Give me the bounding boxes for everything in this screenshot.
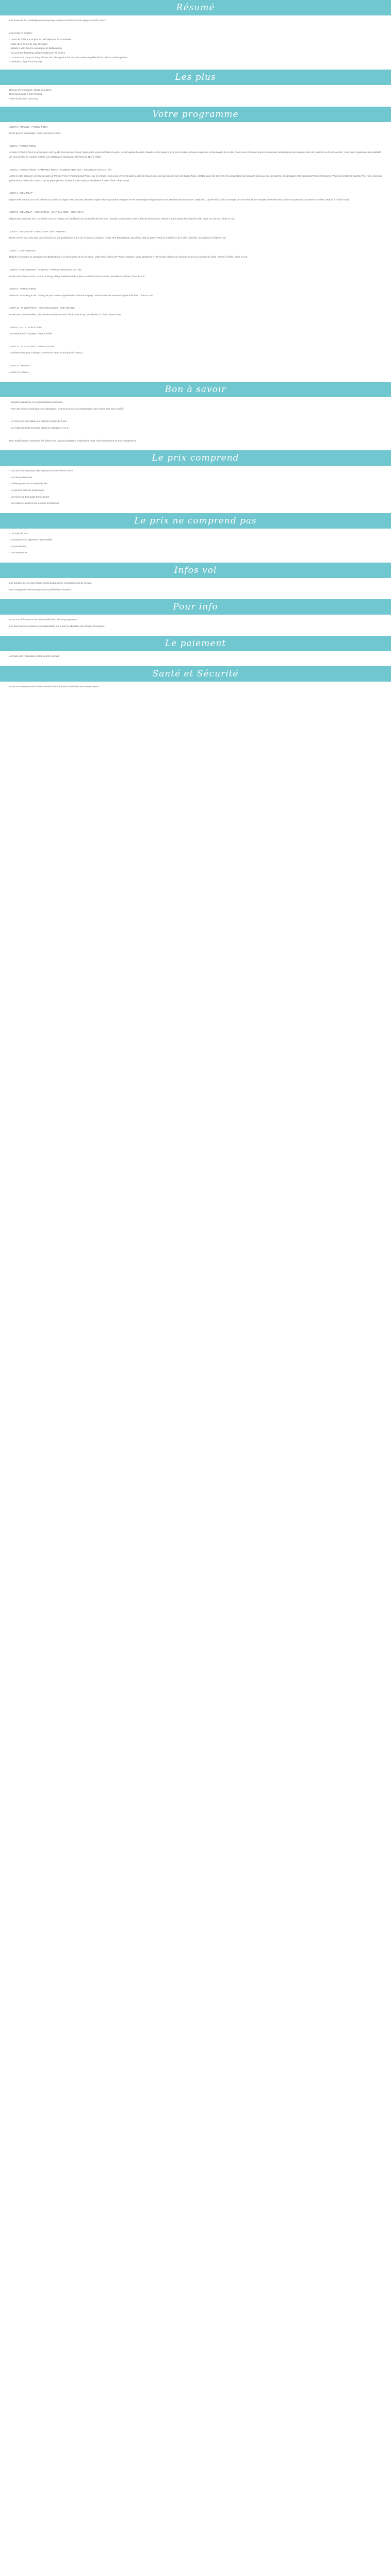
section-title: Infos vol	[174, 565, 217, 576]
paragraph: JOUR 7 : BATTAMBANG	[9, 249, 36, 252]
section-banner	[0, 563, 391, 578]
paragraph: - Les services d'un guide francophone	[9, 495, 50, 498]
spacer	[9, 162, 382, 168]
paragraph: Acompte à la réservation, solde avant le départ.	[9, 655, 60, 658]
paragraph: Les hauteurs de Cambridge en mini groupe et séjour lumineux sur les pages de Irish Franco	[9, 19, 106, 22]
spacer	[9, 262, 382, 268]
paragraph: Route vers Sihanoukville, puis transfert en bateau vers l'île de Koh Rong. Installation à l'hôtel. Dîner et nuit.	[9, 313, 122, 316]
list-item: - Visite de la ferme de rose d'Angkor	[9, 42, 48, 45]
section-body	[0, 529, 391, 563]
paragraph: JOUR 13 : KOH ROUNG - PHNOM PENH	[9, 345, 54, 348]
paragraph: Départ très matinal pour voir le lever du soleil sur Angkor Wat. Ensuite, direction Angkor Thom qui abrite le Bayon et ses 200 visages énigmatiques et la Terrasse des Éléphants. Déjeuner. L'après-midi, visite du temple de Ta Prohm et des temples de Preah Khan. Dîner et spectacle de danses khmères. Retour à l'hôtel et nuit.	[9, 198, 350, 201]
paragraph: - L'hébergement en chambre double	[9, 482, 47, 485]
section-body	[0, 85, 391, 107]
paragraph: Route vers le lac Tonle Sap pour découvrir la vie quotidienne sur le lac à bord d'un bateau. Route vers Battambang, deuxième ville du pays. Visite du marché et de la ville coloniale. Installation à l'hôtel et nuit.	[9, 236, 226, 240]
paragraph: Départ pour Banteay Srei, considéré comme le joyau de l'art khmer de la citadelle des femmes. Ensuite, continuation vers le site de Kbal Spean. Retour à Siem Reap dans l'après-midi. Visite du marché. Dîner et nuit.	[9, 217, 235, 221]
paragraph: JOUR 9 : PHNOM PENH	[9, 287, 36, 291]
spacer	[9, 281, 382, 287]
paragraph: - Le circuit est accessible aux enfants à partir de 8 ans.	[9, 420, 68, 423]
section-banner	[0, 513, 391, 529]
paragraph: - Les frais de visa	[9, 532, 28, 535]
paragraph: Nous vous informerons de toute modification liée au programme.	[9, 618, 77, 621]
paragraph: JOUR 8 : BATTAMBANG - OUDONG - PHNOM PENH (290 km - 5h)	[9, 268, 82, 272]
section-title: Bon à savoir	[165, 384, 226, 395]
paragraph: JOURS 11 & 12 : KOH ROUNG	[9, 326, 43, 329]
paragraph: Les compagnies aériennes peuvent modifier leurs horaires.	[9, 588, 72, 591]
section-banner	[0, 666, 391, 682]
paragraph: Envol pour le Cambodge. Nuit et services à bord.	[9, 132, 61, 135]
section-body	[0, 122, 391, 382]
section-banner	[0, 0, 391, 15]
list-item: - Lever de soleil aux Angkor et petit déjeuner au monastère	[9, 38, 72, 41]
paragraph: - Départs garantis de 2 à 12 participants maximum.	[9, 401, 63, 404]
spacer	[9, 185, 382, 191]
paragraph: JOUR 4 : SIEM REAP	[9, 192, 33, 195]
paragraph: - Les taxes aériennes	[9, 476, 32, 479]
section-body	[0, 615, 391, 636]
paragraph: Les informations sanitaires sont disponibles sur le site du Ministère des Affaires étrangères.	[9, 624, 105, 628]
section-body	[0, 651, 391, 666]
paragraph: JOUR 3 : PHNOM PENH - KAMPONG THOM - SAMBOR PREI KUK - SIEM REAP (373 km - 7h)	[9, 168, 111, 171]
spacer	[9, 224, 382, 230]
section-body	[0, 682, 391, 697]
paragraph: Balade à vélo dans la campagne de Battambang à la découverte de la vie rurale. Visite de la colline de Phnom Sampov. Vous assisterez à l'envol des millions de chauves-souris au coucher du soleil. Retour à l'hôtel, dîner et nuit.	[9, 256, 248, 259]
page	[0, 0, 391, 697]
section-title: Pour info	[173, 602, 218, 613]
section-body	[0, 466, 391, 513]
spacer	[9, 413, 382, 419]
paragraph: Arrivée en France.	[9, 370, 29, 374]
section-title: Le paiement	[165, 638, 226, 649]
paragraph: JOUR 5 : SIEM REAP - KBAL SPEAN - BANTEAY SREI - SIEM REAP	[9, 211, 84, 214]
section-body	[0, 397, 391, 450]
list-item: - La route Tsai Dong Sa Pang Phnom de Cheung Ek à Phnom pour mieux appréhender la culture cambodgienne	[9, 56, 127, 59]
section-title: Le prix comprend	[152, 453, 239, 464]
section-title: Les plus	[175, 72, 216, 82]
spacer	[9, 358, 382, 364]
section-title: Santé et Sécurité	[152, 669, 239, 680]
section-banner	[0, 70, 391, 85]
paragraph: Route vers Phnom Penh. Arrêt à Oudong, village traditionnel de potiers. Arrivée à Phnom Penh. Installation à l'hôtel. Dîner et nuit.	[9, 275, 145, 278]
paragraph: - Les vols internationaux aller et retour France / Phnom Penh	[9, 469, 74, 472]
spacer	[9, 338, 382, 345]
paragraph: - Pour des raisons techniques ou climatiques, le sens du circuit ou l'organisation des visites peut être modifié.	[9, 407, 124, 410]
paragraph: JOUR 2 : PHNOM PENH	[9, 144, 36, 147]
spacer	[9, 204, 382, 210]
list-item: Visite de la route Tsai Dong	[9, 97, 38, 100]
paragraph: LES POINTS FORTS :	[9, 31, 34, 35]
paragraph: JOUR 6 : SIEM REAP - TONLE SAP - BATTAMBANG	[9, 230, 66, 233]
list-item: - Extension plage à Koh Rouge	[9, 60, 42, 63]
spacer	[9, 138, 382, 144]
paragraph: Arrivée à Phnom Penh et accueil par votre guide francophone. Dans l'après-midi, visite du Palais Royal et de la Pagode d'Argent. Balade sur les quais le long de la rivière du fleuve à parfaire la découverte de la ville. Vous vous promenez parmi les touristes cambodgiens qui viennent faire de l'exercice en fin de journée. Vous aurez également la possibilité de vous rendre au marché central, voir artisanat et l'ambiance des fleuves. Nuit à l'hôtel.	[9, 151, 381, 158]
paragraph: Journées libres à la plage. Nuits à l'hôtel.	[9, 332, 53, 335]
list-item: - Découverte d'Oudong, village traditionnel de potiers	[9, 51, 66, 54]
paragraph: - Les assurances	[9, 551, 27, 554]
paragraph: - La pension selon le programme	[9, 488, 44, 492]
spacer	[9, 243, 382, 249]
paragraph: Nous vous recommandons de consulter les informations sanitaires avant votre départ.	[9, 685, 100, 688]
section-body	[0, 15, 391, 70]
paragraph: Transfert retour pour l'aéroport de Phnom Penh. Envol pour la France.	[9, 351, 83, 354]
paragraph: - Les pourboires	[9, 545, 27, 548]
spacer	[9, 433, 382, 439]
list-item: - Balade à vélo dans la campagne de Battambang	[9, 47, 62, 50]
section-title: Le prix ne comprend pas	[134, 515, 257, 526]
paragraph: JOUR 1 : FRANCE - PHNOM PENH	[9, 125, 48, 128]
paragraph: Des modifications concernant les hôtels sont toujours possibles. Cependant, nous vous informerons de tout changement.	[9, 439, 137, 442]
list-item: Extension plage à Koh Rooung	[9, 93, 42, 96]
section-banner	[0, 382, 391, 397]
spacer	[9, 300, 382, 306]
section-title: Résumé	[176, 3, 215, 13]
section-banner	[0, 599, 391, 615]
section-body	[0, 578, 391, 599]
paragraph: Les horaires de vol vous seront communiqués avec vos documents de voyage.	[9, 582, 92, 585]
paragraph: Visite de Tuol Sleng et de Cheung Ek pour mieux appréhender l'histoire du pays. Visite du Musée National. Après-midi libre. Dîner et nuit.	[9, 294, 154, 297]
section-banner	[0, 636, 391, 651]
spacer	[9, 319, 382, 326]
paragraph: - Les visites et entrées sur les sites mentionnés	[9, 502, 59, 505]
paragraph: JOUR 10 : PHNOM PENH - SIHANOUKVILLE - KOH ROUNG	[9, 307, 75, 310]
list-item: Découverte d'Oudong, village de potiers	[9, 88, 52, 91]
section-title: Votre programme	[152, 109, 239, 120]
paragraph: - Les boissons et dépenses personnelles	[9, 538, 53, 541]
paragraph: - Les hébergements sont des hôtels de catégorie 3* et 4*.	[9, 426, 70, 429]
section-banner	[0, 450, 391, 466]
section-banner	[0, 107, 391, 122]
paragraph: JOUR 14 : FRANCE	[9, 364, 31, 367]
paragraph: Après le petit déjeuner, prenez la route de Phnom Penh vers Kampong Thom. Sur le chemin, vous vous arrêterez dans la ville de Skuon, plus connue sous le nom de Spider Town, célèbre pour ses chevres et la dégustation de bananes ainsi que sur un marché. Continuation vers Kampong Thom et déjeuner. Visite du temple de Sambor Prei Kuk, inscrit au patrimoine mondial de l'Unesco et site préangkorien. Arrivée à Siem Reap et installation à votre hôtel. Dîner et nuit.	[9, 175, 382, 182]
spacer	[9, 25, 382, 31]
